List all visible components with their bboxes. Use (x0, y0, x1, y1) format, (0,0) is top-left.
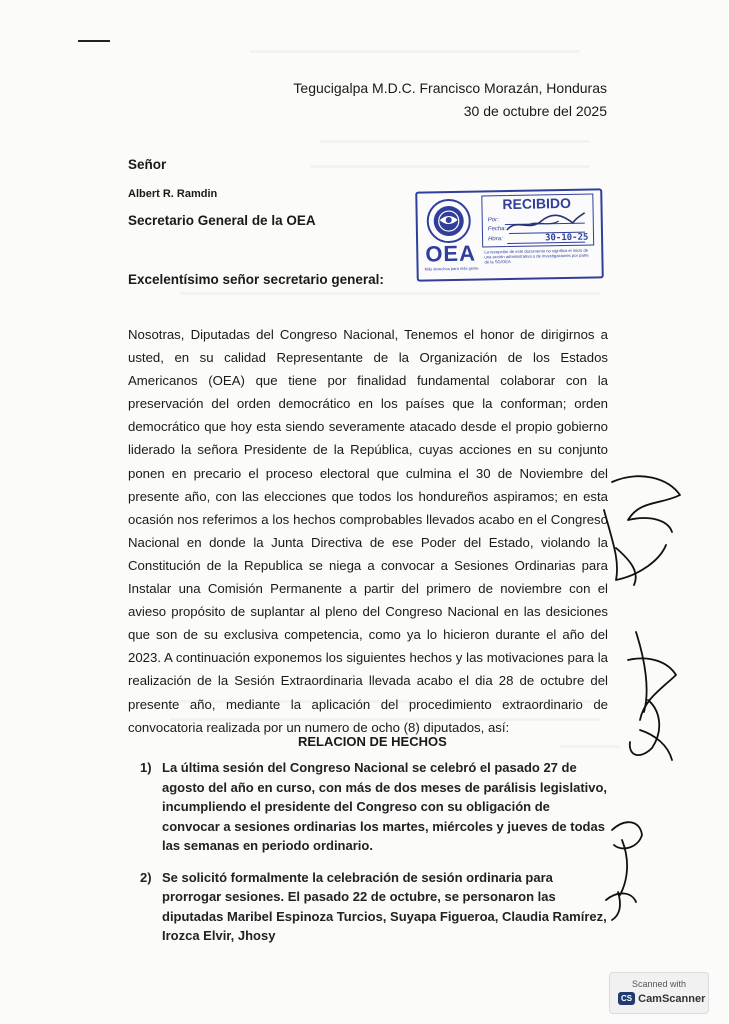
stamp-label-hora: Hora: (488, 236, 503, 243)
letter-date: 30 de octubre del 2025 (463, 103, 607, 119)
stamp-field-box (481, 194, 594, 248)
bleed-through (250, 50, 580, 53)
stamp-label-fecha: Fecha: (487, 226, 507, 233)
greeting: Excelentísimo señor secretario general: (128, 272, 384, 287)
watermark-brand (618, 992, 705, 1005)
recipient-position: Secretario General de la OEA (128, 213, 316, 228)
list-item (140, 868, 610, 946)
fact-text: La última sesión del Congreso Nacional se celebró el pasado 27 de agosto del año en curso, con más de dos meses de parálisis legislativo, incumpliendo el presidente del Congreso con su obligación de convocar a sesiones ordinarias los martes, miércoles y jueves de todas las semanas en periodo ordinario. (162, 760, 608, 853)
oea-seal-icon (425, 198, 472, 245)
section-title: RELACION DE HECHOS (298, 734, 447, 749)
camscanner-watermark (609, 972, 709, 1014)
letter-place: Tegucigalpa M.D.C. Francisco Morazán, Honduras (293, 80, 607, 96)
facts-list (140, 758, 610, 946)
top-mark (78, 40, 110, 42)
recipient-name: Albert R. Ramdin (128, 188, 218, 200)
fact-text: Se solicitó formalmente la celebración de sesión ordinaria para prorrogar sesiones. El pasado 22 de octubre, se personaron las diputadas Maribel Espinoza Turcios, Suyapa Figueroa, Claudia Ramírez, Irozca Elvir, Jhosy (162, 869, 607, 943)
stamp-signature-icon (503, 209, 588, 236)
fact-number: 1) (140, 760, 152, 775)
stamp-title: RECIBIDO (502, 194, 572, 213)
stamp-hora-value: 30-10-25 (544, 232, 589, 244)
bleed-through (560, 745, 620, 748)
bleed-through (180, 292, 600, 295)
fact-number: 2) (140, 869, 152, 885)
watermark-brand-name: CamScanner (638, 993, 706, 1005)
oea-tagline: Más derechos para más gente (424, 265, 479, 272)
stamp-label-por: Por: (487, 217, 499, 224)
letter-body: Nosotras, Diputadas del Congreso Nacional, Tenemos el honor de dirigirnos a usted, en su calidad Representante de la Organización de los Estados Americanos (OEA) que tiene por finalidad fundamental colaborar con la preservación del orden democrático en los países que la conforman; orden democrático que hoy esta siendo severamente atacado desde el propio gobierno liderado la señora Presidente de la República, cuyas acciones en su conjunto ponen en precario el proceso electoral que culmina el 30 de Noviembre del presente año, con las elecciones que todos los hondureños aspiramos; en esta ocasión nos referimos a los hechos comprobables llevados acabo en el Congreso Nacional en donde la Junta Directiva de ese Poder del Estado, violando la Constitución de la Republica se niega a convocar a Sesiones Ordinarias para Instalar una Comisión Permanente a partir del primero de noviembre con el avieso propósito de suplantar al pleno del Congreso Nacional en las desiciones que son de su exclusiva competencia, como ya lo hicieron durante el año del 2023. A continuación exponemos los siguientes hechos y las motivaciones para la realización de la Sesión Extraordinaria llevada acabo el dia 28 de octubre del presente año, mediante la aplicación del procedimiento extraordinario de convocatoria realizada por un numero de ocho (8) diputados, así: (128, 327, 608, 735)
stamp-note: La recepción de este documento no significa el inicio de una acción administrativa o de investigaciones por parte de la SG/OEA (484, 247, 589, 265)
bleed-through (320, 140, 590, 143)
oea-logo: OEA (425, 240, 477, 267)
received-stamp (415, 188, 604, 281)
camscanner-logo-icon: CS (618, 992, 635, 1005)
recipient-salutation: Señor (128, 157, 167, 172)
watermark-caption: Scanned with (631, 979, 687, 989)
list-item (140, 758, 610, 856)
bleed-through (310, 165, 590, 168)
